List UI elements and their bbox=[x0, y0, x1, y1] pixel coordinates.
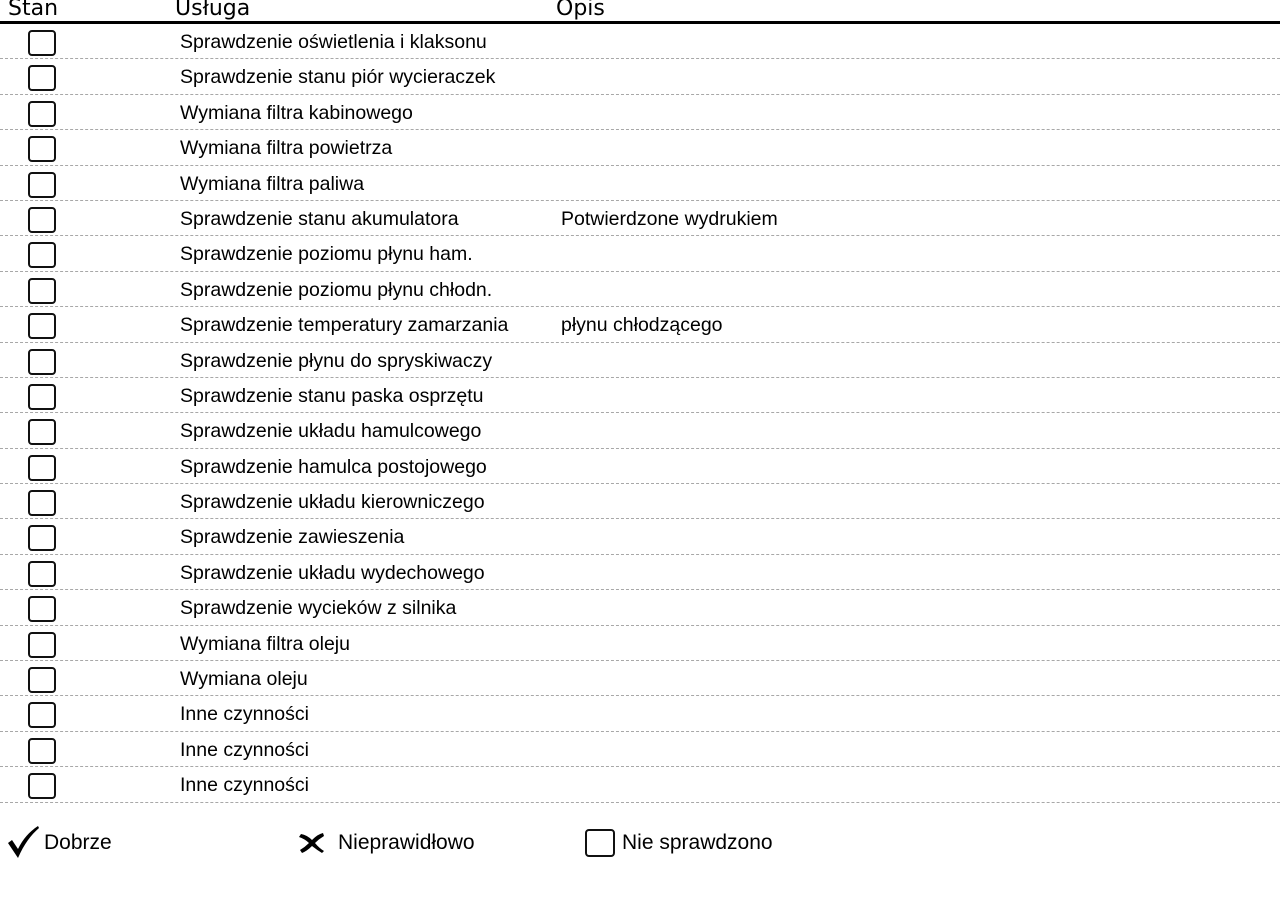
status-checkbox[interactable] bbox=[28, 30, 56, 56]
table-row bbox=[0, 555, 1280, 590]
service-checklist bbox=[0, 24, 1280, 803]
table-row bbox=[0, 413, 1280, 448]
service-label: Wymiana oleju bbox=[180, 668, 308, 691]
table-row bbox=[0, 484, 1280, 519]
service-label: Inne czynności bbox=[180, 738, 309, 761]
service-label: Wymiana filtra powietrza bbox=[180, 137, 393, 160]
status-checkbox[interactable] bbox=[28, 632, 56, 658]
status-checkbox[interactable] bbox=[28, 349, 56, 375]
status-checkbox[interactable] bbox=[28, 419, 56, 445]
service-label: Sprawdzenie poziomu płynu chłodn. bbox=[180, 278, 493, 301]
table-row bbox=[0, 59, 1280, 94]
service-label: Sprawdzenie temperatury zamarzania bbox=[180, 314, 509, 337]
service-label: Sprawdzenie wycieków z silnika bbox=[180, 597, 457, 620]
status-checkbox[interactable] bbox=[28, 136, 56, 162]
status-checkbox[interactable] bbox=[28, 101, 56, 127]
status-checkbox[interactable] bbox=[28, 278, 56, 304]
service-label: Sprawdzenie zawieszenia bbox=[180, 526, 405, 549]
table-row bbox=[0, 343, 1280, 378]
column-header-status: Stan bbox=[8, 0, 59, 21]
description-text: Potwierdzone wydrukiem bbox=[561, 207, 778, 230]
table-row bbox=[0, 166, 1280, 201]
table-row bbox=[0, 236, 1280, 271]
table-row bbox=[0, 767, 1280, 802]
table-row bbox=[0, 449, 1280, 484]
cross-icon bbox=[298, 832, 326, 854]
status-checkbox[interactable] bbox=[28, 738, 56, 764]
column-header-service: Usługa bbox=[175, 0, 251, 21]
status-checkbox[interactable] bbox=[28, 490, 56, 516]
status-checkbox[interactable] bbox=[28, 172, 56, 198]
service-label: Sprawdzenie stanu paska osprzętu bbox=[180, 384, 484, 407]
status-checkbox[interactable] bbox=[28, 561, 56, 587]
description-text: płynu chłodzącego bbox=[561, 314, 723, 337]
legend bbox=[0, 822, 1280, 862]
table-row bbox=[0, 378, 1280, 413]
table-row bbox=[0, 95, 1280, 130]
service-label: Sprawdzenie układu hamulcowego bbox=[180, 420, 482, 443]
status-checkbox[interactable] bbox=[28, 667, 56, 693]
service-label: Inne czynności bbox=[180, 703, 309, 726]
empty-checkbox-icon bbox=[585, 829, 615, 857]
table-row bbox=[0, 732, 1280, 767]
table-row bbox=[0, 130, 1280, 165]
table-row bbox=[0, 307, 1280, 342]
table-header bbox=[0, 0, 1280, 24]
table-row bbox=[0, 24, 1280, 59]
status-checkbox[interactable] bbox=[28, 65, 56, 91]
table-row bbox=[0, 272, 1280, 307]
service-label: Sprawdzenie stanu akumulatora bbox=[180, 207, 459, 230]
service-label: Inne czynności bbox=[180, 774, 309, 797]
service-label: Sprawdzenie hamulca postojowego bbox=[180, 455, 487, 478]
service-label: Sprawdzenie stanu piór wycieraczek bbox=[180, 66, 496, 89]
service-label: Wymiana filtra oleju bbox=[180, 632, 350, 655]
table-row bbox=[0, 661, 1280, 696]
status-checkbox[interactable] bbox=[28, 313, 56, 339]
service-label: Sprawdzenie płynu do spryskiwaczy bbox=[180, 349, 493, 372]
table-row bbox=[0, 696, 1280, 731]
table-row bbox=[0, 590, 1280, 625]
status-checkbox[interactable] bbox=[28, 242, 56, 268]
status-checkbox[interactable] bbox=[28, 384, 56, 410]
service-label: Wymiana filtra paliwa bbox=[180, 172, 365, 195]
status-checkbox[interactable] bbox=[28, 455, 56, 481]
service-label: Sprawdzenie oświetlenia i klaksonu bbox=[180, 31, 487, 53]
checkmark-icon bbox=[6, 825, 40, 859]
status-checkbox[interactable] bbox=[28, 773, 56, 799]
legend-bad-label: Nieprawidłowo bbox=[338, 831, 475, 854]
service-label: Sprawdzenie układu kierowniczego bbox=[180, 491, 485, 514]
status-checkbox[interactable] bbox=[28, 702, 56, 728]
status-checkbox[interactable] bbox=[28, 525, 56, 551]
table-row bbox=[0, 519, 1280, 554]
legend-ok-label: Dobrze bbox=[44, 831, 112, 854]
service-label: Sprawdzenie układu wydechowego bbox=[180, 561, 485, 584]
service-label: Wymiana filtra kabinowego bbox=[180, 101, 413, 124]
legend-unchecked-label: Nie sprawdzono bbox=[622, 831, 773, 854]
table-row bbox=[0, 626, 1280, 661]
status-checkbox[interactable] bbox=[28, 596, 56, 622]
status-checkbox[interactable] bbox=[28, 207, 56, 233]
service-label: Sprawdzenie poziomu płynu ham. bbox=[180, 243, 473, 266]
column-header-description: Opis bbox=[556, 0, 605, 21]
table-row bbox=[0, 201, 1280, 236]
